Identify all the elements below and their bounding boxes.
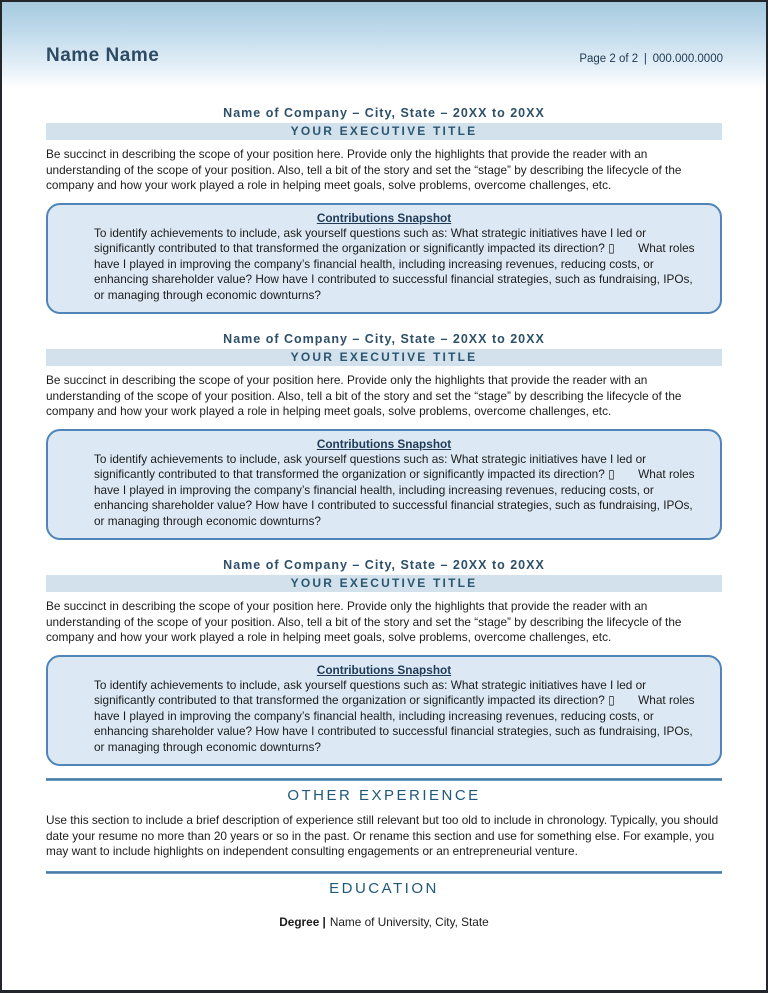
company-heading: Name of Company – City, State – 20XX to 20XX	[223, 332, 545, 346]
snapshot-body: To identify achievements to include, ask yourself questions such as: What strategic initiatives have I led or significantly contributed to that transformed the organization or significantly impacted its direction? ▯ What roles have I played in improving the company’s financial health, including increasing revenues, reducing costs, or enhancing shareholder value? How have I contributed to successful financial strategies, such as fundraising, IPOs, or managing through economic downturns?	[94, 451, 695, 528]
position-summary: Be succinct in describing the scope of your position here. Provide only the highlights that provide the reader with an understanding of the scope of your position. Also, tell a bit of the story and set the “stage” by describing the lifecycle of the company and how your work played a role in helping meet goals, solve problems, overcome challenges, etc.	[46, 373, 682, 418]
executive-title-bar: YOUR EXECUTIVE TITLE	[46, 575, 722, 592]
position-summary: Be succinct in describing the scope of your position here. Provide only the highlights that provide the reader with an understanding of the scope of your position. Also, tell a bit of the story and set the “stage” by describing the lifecycle of the company and how your work played a role in helping meet goals, solve problems, overcome challenges, etc.	[46, 599, 682, 644]
contributions-snapshot-box	[46, 429, 722, 541]
snapshot-title: Contributions Snapshot	[316, 210, 452, 225]
other-experience-heading: OTHER EXPERIENCE	[287, 787, 481, 804]
section-divider	[46, 871, 722, 874]
position-summary: Be succinct in describing the scope of your position here. Provide only the highlights that provide the reader with an understanding of the scope of your position. Also, tell a bit of the story and set the “stage” by describing the lifecycle of the company and how your work played a role in helping meet goals, solve problems, overcome challenges, etc.	[46, 147, 682, 192]
other-experience-body: Use this section to include a brief description of experience still relevant but too old to include in chronology. Typically, you should date your resume no more than 20 years or so in the past. Or rename this section and use for something else. For example, you may want to include highlights on independent consulting engagements or an entrepreneurial venture.	[46, 813, 719, 858]
other-experience-section	[46, 778, 722, 860]
page-header	[2, 2, 766, 88]
candidate-name: Name Name	[46, 45, 160, 66]
experience-section-2	[46, 331, 722, 540]
snapshot-title: Contributions Snapshot	[316, 436, 452, 451]
degree-label: Degree |	[279, 914, 326, 929]
section-divider	[46, 778, 722, 781]
contributions-snapshot-box	[46, 203, 722, 315]
degree-value: Name of University, City, State	[329, 914, 489, 929]
education-heading: EDUCATION	[329, 879, 439, 897]
executive-title-bar: YOUR EXECUTIVE TITLE	[46, 349, 722, 366]
experience-section-3	[46, 557, 722, 766]
experience-section-1	[46, 105, 722, 314]
company-heading: Name of Company – City, State – 20XX to 20XX	[223, 106, 545, 120]
contributions-snapshot-box	[46, 655, 722, 767]
company-heading: Name of Company – City, State – 20XX to 20XX	[223, 558, 545, 572]
snapshot-body: To identify achievements to include, ask yourself questions such as: What strategic initiatives have I led or significantly contributed to that transformed the organization or significantly impacted its direction? ▯ What roles have I played in improving the company’s financial health, including increasing revenues, reducing costs, or enhancing shareholder value? How have I contributed to successful financial strategies, such as fundraising, IPOs, or managing through economic downturns?	[94, 677, 695, 754]
page-content	[46, 105, 722, 929]
degree-line	[46, 915, 722, 929]
education-section	[46, 871, 722, 929]
snapshot-body: To identify achievements to include, ask yourself questions such as: What strategic initiatives have I led or significantly contributed to that transformed the organization or significantly impacted its direction? ▯ What roles have I played in improving the company’s financial health, including increasing revenues, reducing costs, or enhancing shareholder value? How have I contributed to successful financial strategies, such as fundraising, IPOs, or managing through economic downturns?	[94, 225, 695, 302]
executive-title-bar: YOUR EXECUTIVE TITLE	[46, 123, 722, 140]
page-number-and-phone: Page 2 of 2 | 000.000.0000	[579, 53, 723, 65]
snapshot-title: Contributions Snapshot	[316, 662, 452, 677]
